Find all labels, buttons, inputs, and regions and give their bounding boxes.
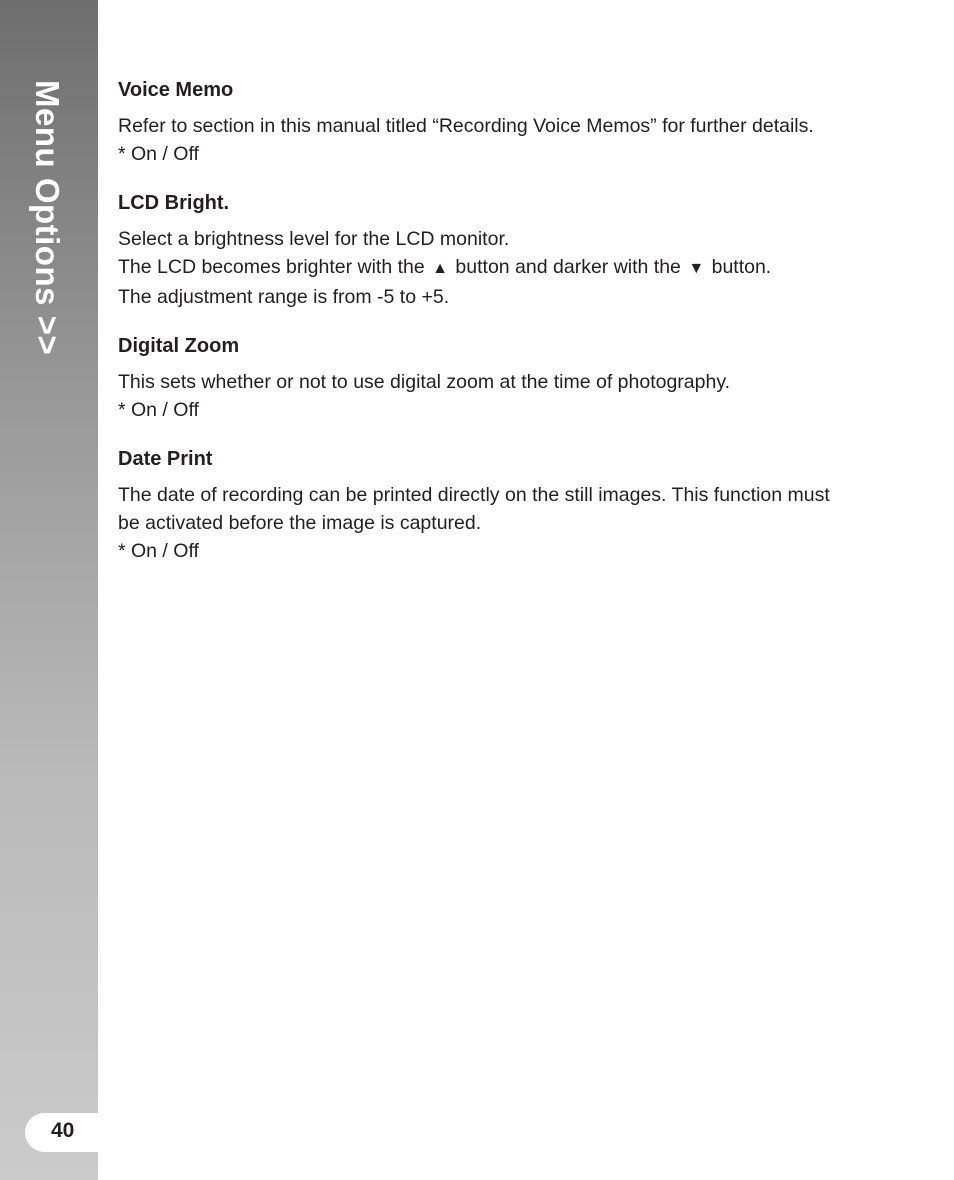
section-digital-zoom xyxy=(118,332,835,424)
side-tab xyxy=(0,0,98,1180)
section-date-print xyxy=(118,445,835,565)
section-heading-voice-memo: Voice Memo xyxy=(118,79,234,101)
date-print-description: The date of recording can be printed directly on the still images. This function must be activated before the image is captured. xyxy=(118,484,830,534)
digital-zoom-options: * On / Off xyxy=(118,399,199,421)
section-heading-date-print: Date Print xyxy=(118,448,213,470)
voice-memo-options: * On / Off xyxy=(118,143,199,165)
lcd-bright-line-2-middle: button and darker with the xyxy=(455,256,681,278)
side-tab-title: Menu Options >> xyxy=(29,80,66,356)
page-content xyxy=(118,76,835,586)
lcd-bright-line-2-start: The LCD becomes brighter with the xyxy=(118,256,425,278)
section-lcd-bright xyxy=(118,189,835,311)
date-print-options: * On / Off xyxy=(118,540,199,562)
section-heading-lcd-bright: LCD Bright. xyxy=(118,192,230,214)
section-heading-digital-zoom: Digital Zoom xyxy=(118,335,240,357)
lcd-bright-line-1: Select a brightness level for the LCD monitor. xyxy=(118,228,510,250)
section-voice-memo xyxy=(118,76,835,168)
lcd-bright-line-2-end: button. xyxy=(711,256,772,278)
up-triangle-icon: ▲ xyxy=(432,260,448,277)
lcd-bright-line-3: The adjustment range is from -5 to +5. xyxy=(118,286,450,308)
digital-zoom-description: This sets whether or not to use digital zoom at the time of photography. xyxy=(118,371,731,393)
lcd-bright-description xyxy=(118,225,835,311)
lcd-bright-line-2 xyxy=(118,253,835,283)
voice-memo-description: Refer to section in this manual titled “Recording Voice Memos” for further details. xyxy=(118,115,814,137)
down-triangle-icon: ▼ xyxy=(688,260,705,277)
page-number: 40 xyxy=(51,1119,75,1142)
